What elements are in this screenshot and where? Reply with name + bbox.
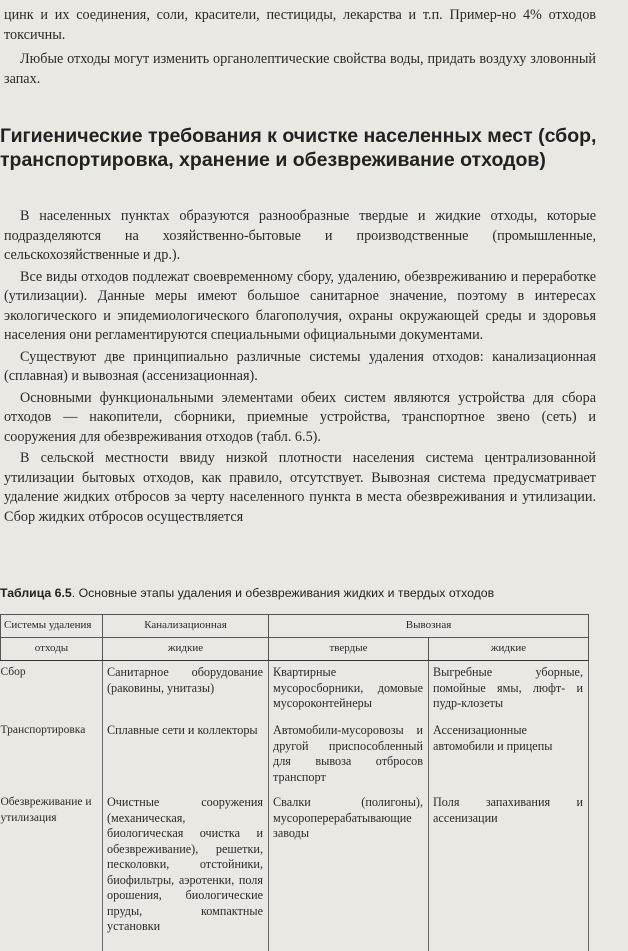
section-heading: Гигиенические требования к очистке населенных мест (сбор, транспортировка, хранение и обезвреживание отходов) — [0, 125, 597, 171]
intro-paragraph-1: цинк и их соединения, соли, красители, пестициды, лекарства и т.п. Пример-но 4% отходов токсичны. — [4, 7, 596, 43]
table-caption-label: Таблица 6.5 — [0, 586, 72, 600]
body-paragraph-3: Существуют две принципиально различные системы удаления отходов: канализационная (сплавная) и вывозная (ассенизационная). — [4, 348, 596, 384]
row-label: Транспортировка — [1, 719, 103, 791]
table-header-row — [1, 615, 589, 638]
waste-removal-table — [0, 614, 589, 951]
table-cell: Квартирные мусоросборники, домовые мусороконтейнеры — [269, 661, 429, 720]
body-paragraph-1: В населенных пунктах образуются разнообразные твердые и жидкие отходы, которые подразделяются на хозяйственно-бытовые и производственные (промышленные, сельскохозяйственные и др.). — [4, 208, 596, 263]
table-cell: Свалки (полигоны), мусороперерабатывающие заводы — [269, 791, 429, 951]
table-cell: Выгребные уборные, помойные ямы, люфт- и пудр-клозеты — [429, 661, 589, 720]
header-removal: Вывозная — [269, 615, 589, 638]
header-sewer: Канализационная — [103, 615, 269, 638]
subheader-waste: отходы — [1, 638, 103, 661]
table-cell: Очистные сооружения (механическая, биологическая очистка и обезвреживание), решетки, песколовки, отстойники, биофильтры, аэротенки, поля орошения, биологические пруды, компактные установки — [103, 791, 269, 951]
subheader-sewer-liquid: жидкие — [103, 638, 269, 661]
row-label: Сбор — [1, 661, 103, 720]
row-label: Обезвреживание и утилизация — [1, 791, 103, 951]
table-row — [1, 719, 589, 791]
subheader-liquid: жидкие — [429, 638, 589, 661]
table-cell: Поля запахивания и ассенизации — [429, 791, 589, 951]
body-paragraph-2: Все виды отходов подлежат своевременному сбору, удалению, обезвреживанию и переработке (утилизации). Данные меры имеют большое санитарное значение, поэтому в интересах экологического и эпидемиологического благополучия, охраны окружающей среды и здоровья населения они регламентируются специальными официальными документами. — [4, 268, 596, 343]
intro-paragraph-2: Любые отходы могут изменить органолептические свойства воды, придать воздуху зловонный запах. — [4, 51, 596, 87]
table-row — [1, 661, 589, 720]
table-row — [1, 791, 589, 951]
table-caption — [0, 586, 494, 600]
table-cell: Санитарное оборудование (раковины, унитазы) — [103, 661, 269, 720]
section-body — [4, 207, 596, 529]
subheader-solid: твердые — [269, 638, 429, 661]
table-cell: Сплавные сети и коллекторы — [103, 719, 269, 791]
table-caption-text: . Основные этапы удаления и обезвреживания жидких и твердых отходов — [71, 586, 495, 600]
table-cell: Ассенизационные автомобили и прицепы — [429, 719, 589, 791]
intro-text — [4, 6, 596, 89]
table-cell: Автомобили-мусоровозы и другой приспособленный для вывоза отбросов транспорт — [269, 719, 429, 791]
table-subheader-row — [1, 638, 589, 661]
body-paragraph-5: В сельской местности ввиду низкой плотности населения система централизованной утилизации бытовых отходов, как правило, отсутствует. Вывозная система предусматривает удаление жидких отбросов за черту населенного пункта в места обезвреживания и утилизации. Сбор жидких отбросов осуществляется — [4, 450, 596, 525]
header-systems: Системы удаления — [1, 615, 103, 638]
body-paragraph-4: Основными функциональными элементами обеих систем являются устройства для сбора отходов — накопители, сборники, приемные устройства, транспортное звено (сеть) и сооружения для обезвреживания отходов (табл. 6.5). — [4, 389, 596, 445]
